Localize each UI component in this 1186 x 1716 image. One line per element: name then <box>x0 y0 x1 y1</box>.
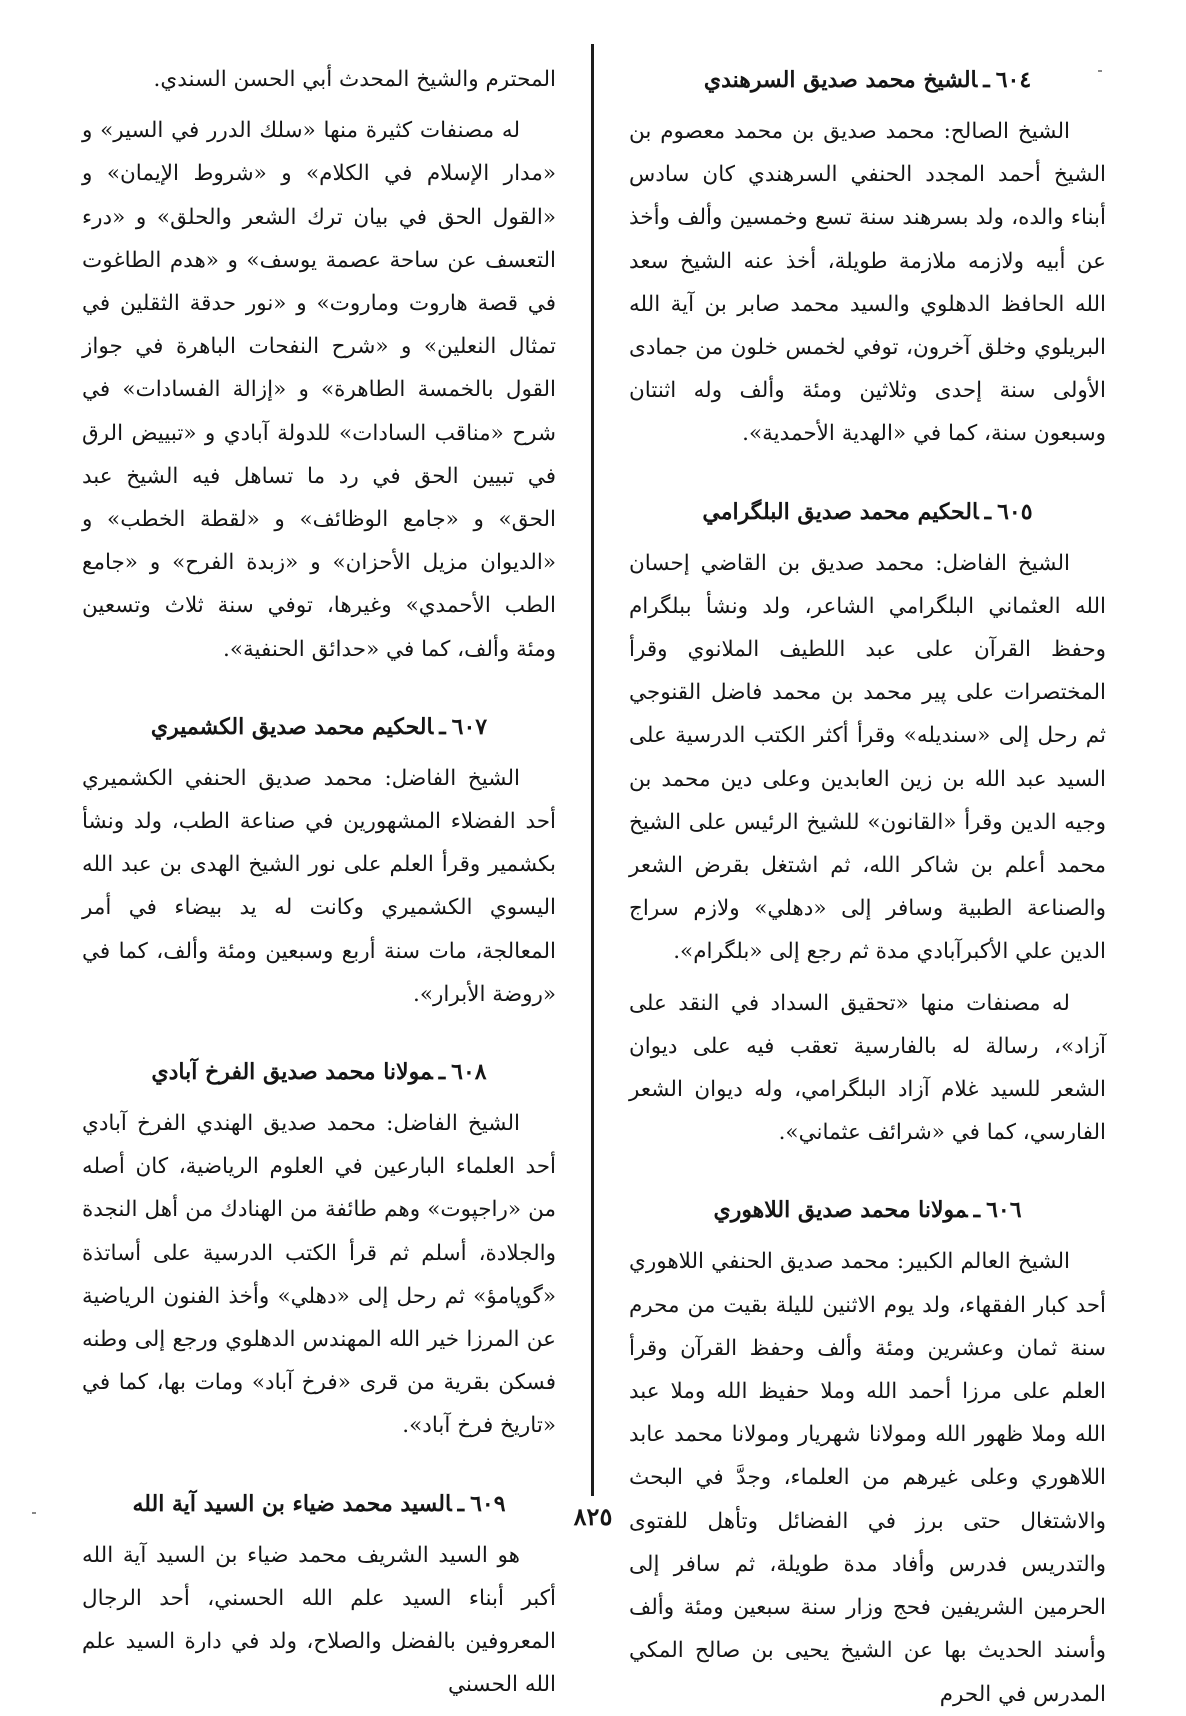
entry-paragraph: له مصنفات منها «تحقيق السداد في النقد على آزاد»، رسالة له بالفارسية تعقب فيه على ديوان الشعر للسيد غلام آزاد البلگرامي، وله ديوان الشعر الفارسي، كما في «شرائف عثماني». <box>629 990 1106 1146</box>
entry-heading: السيد محمد ضياء بن السيد آية الله <box>132 1490 452 1517</box>
scan-speck <box>1098 70 1102 72</box>
entry-title-604: ٦٠٤ـالشيخ محمد صديق السرهندي <box>703 67 1032 93</box>
entry-paragraph: له مصنفات كثيرة منها «سلك الدرر في السير» و «مدار الإسلام في الكلام» و «شروط الإيمان» و «القول الحق في بيان ترك الشعر والحلق» و «درء التعسف عن ساحة عصمة يوسف» و «هدم الطاغوت في قصة هاروت وماروت» و «نور حدقة الثقلين في تمثال النعلين» و «شرح النفحات الباهرة في جواز القول بالخمسة الطاهرة» و «إزالة الفسادات» في شرح «مناقب السادات» للدولة آبادي و «تبييض الرق في تبيين الحق في رد ما تساهل فيه الشيخ عبد الحق» و «جامع الوظائف» و «لقطة الخطب» و «الديوان مزيل الأحزان» و «زبدة الفرح» و «جامع الطب الأحمدي» وغيرها، توفي سنة ثلاث وتسعين ومئة وألف، كما في «حدائق الحنفية». <box>82 118 556 662</box>
entry-title-606: ٦٠٦ـمولانا محمد صديق اللاهوري <box>713 1197 1022 1224</box>
entry-paragraph: الشيخ الفاضل: محمد صديق بن القاضي إحسان الله العثماني البلگرامي الشاعر، ولد ونشأ ببلگرام وحفظ القرآن على عبد اللطيف الملانوي وقرأ المختصرات على پير محمد بن محمد فاضل القنوجي ثم رحل إلى «سنديله» وقرأ أكثر الكتب الدرسية على السيد عبد الله بن زين العابدين وعلى دين محمد بن وجيه الدين وقرأ «القانون» للشيخ الرئيس على الشيخ محمد أعلم بن شاكر الله، ثم اشتغل بقرض الشعر والصناعة الطبية وسافر إلى «دهلي» ولازم سراج الدين علي الأكبرآبادي مدة ثم رجع إلى «بلگرام». <box>629 550 1106 965</box>
continuation-line: المحترم والشيخ المحدث أبي الحسن السندي. <box>153 67 556 92</box>
page-number: ٨٢٥ <box>573 1502 613 1531</box>
entry-number: ٦٠٦ <box>986 1197 1022 1224</box>
entry-paragraph: الشيخ الفاضل: محمد صديق الهندي الفرخ آبادي أحد العلماء البارعين في العلوم الرياضية، كان أصله من «راجپوت» وهم طائفة من الهنادك من أهل النجدة والجلادة، أسلم ثم قرأ الكتب الدرسية على أساتذة «گوپامؤ» ثم رحل إلى «دهلي» وأخذ الفنون الرياضية عن المرزا خير الله المهندس الدهلوي ورجع إلى وطنه فسكن بقرية من قرى «فرخ آباد» ومات بها، كما في «تاريخ فرخ آباد». <box>82 1111 556 1439</box>
entry-title-607: ٦٠٧ـالحكيم محمد صديق الكشميري <box>150 713 488 740</box>
left-column <box>82 58 556 1698</box>
entry-paragraph: الشيخ الفاضل: محمد صديق الحنفي الكشميري أحد الفضلاء المشهورين في صناعة الطب، ولد ونشأ بكشمير وقرأ العلم على نور الشيخ الهدى بن عبد الله اليسوي الكشميري وكانت له يد بيضاء في أمر المعالجة، مات سنة أربع وسبعين ومئة وألف، كما في «روضة الأبرار». <box>82 765 556 1007</box>
column-divider <box>591 44 594 1496</box>
entry-heading: الحكيم محمد صديق الكشميري <box>150 713 434 740</box>
right-column <box>629 58 1106 1707</box>
entry-heading: مولانا محمد صديق اللاهوري <box>713 1197 968 1224</box>
entry-title-609: ٦٠٩ـالسيد محمد ضياء بن السيد آية الله <box>132 1490 506 1517</box>
entry-number: ٦٠٩ <box>470 1490 506 1517</box>
entry-number: ٦٠٤ <box>995 67 1032 93</box>
entry-paragraph: هو السيد الشريف محمد ضياء بن السيد آية الله أكبر أبناء السيد علم الله الحسني، أحد الرجال المعروفين بالفضل والصلاح، ولد في دارة السيد علم الله الحسني <box>82 1542 556 1698</box>
entry-heading: الشيخ محمد صديق السرهندي <box>703 67 978 93</box>
entry-paragraph: الشيخ الصالح: محمد صديق بن محمد معصوم بن الشيخ أحمد المجدد الحنفي السرهندي كان سادس أبناء والده، ولد بسرهند سنة تسع وخمسين وألف وأخذ عن أبيه ولازمه ملازمة طويلة، أخذ عنه الشيخ سعد الله الحافظ الدهلوي والسيد محمد صابر بن آية الله البريلوي وخلق آخرون، توفي لخمس خلون من جمادى الأولى سنة إحدى وثلاثين ومئة وألف وله اثنتان وسبعون سنة، كما في «الهدية الأحمدية». <box>629 119 1106 447</box>
scan-speck <box>32 1512 36 1514</box>
entry-number: ٦٠٨ <box>451 1059 487 1086</box>
entry-title-605: ٦٠٥ـالحكيم محمد صديق البلگرامي <box>702 498 1033 525</box>
entry-paragraph: الشيخ العالم الكبير: محمد صديق الحنفي اللاهوري أحد كبار الفقهاء، ولد يوم الاثنين لليلة بقيت من محرم سنة ثمان وعشرين ومئة وألف وحفظ القرآن وقرأ العلم على مرزا أحمد الله وملا حفيظ الله وملا عبد الله وملا ظهور الله ومولانا شهريار ومولانا محمد عابد اللاهوري وعلى غيرهم من العلماء، وجدَّ في البحث والاشتغال حتى برز في الفضائل وتأهل للفتوى والتدريس فدرس وأفاد مدة طويلة، ثم سافر إلى الحرمين الشريفين فحج وزار سنة سبعين ومئة وألف وأسند الحديث بها عن الشيخ يحيى بن صالح المكي المدرس في الحرم <box>629 1249 1106 1707</box>
entry-title-608: ٦٠٨ـمولانا محمد صديق الفرخ آبادي <box>151 1059 487 1086</box>
entry-number: ٦٠٥ <box>997 498 1033 525</box>
entry-number: ٦٠٧ <box>451 713 488 740</box>
entry-heading: الحكيم محمد صديق البلگرامي <box>702 498 979 525</box>
entry-heading: مولانا محمد صديق الفرخ آبادي <box>151 1059 433 1086</box>
